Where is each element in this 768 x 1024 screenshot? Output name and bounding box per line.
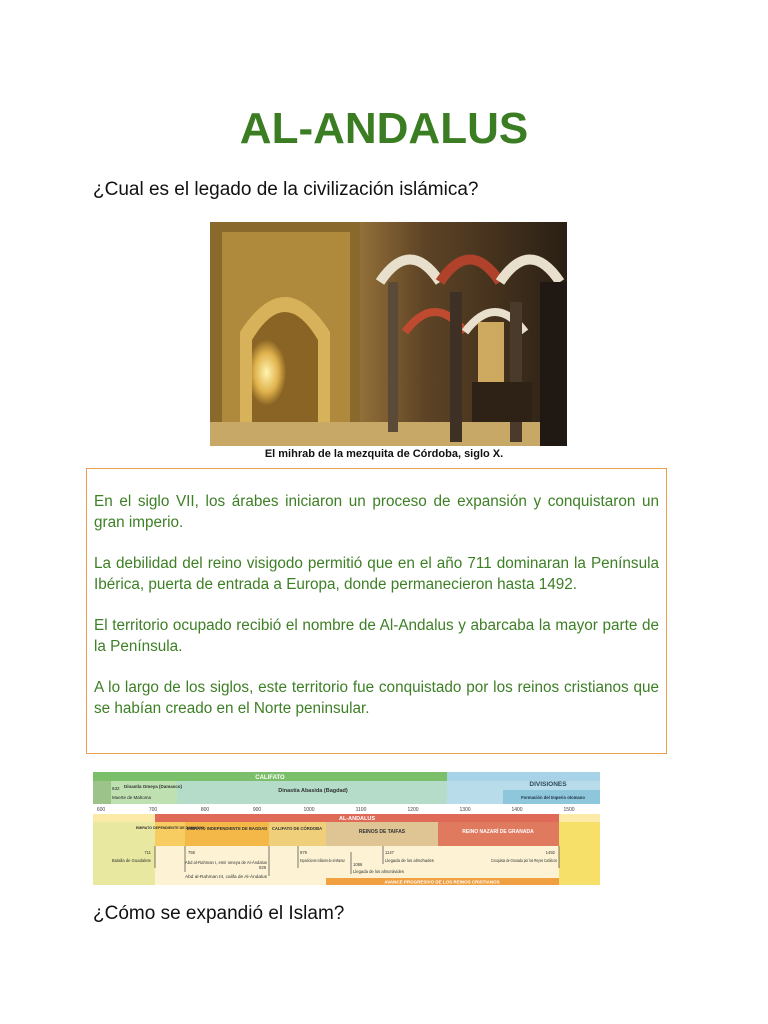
avance-label: AVANCE PROGRESIVO DE LOS REINOS CRISTIANOS (384, 879, 500, 885)
event-1086-label: Llegada de los almorávides (353, 869, 404, 874)
mihrab-photo (210, 222, 567, 446)
event-979-year: 979 (300, 850, 307, 855)
legacy-question: ¿Cual es el legado de la civilización islámica? (93, 179, 479, 200)
event-711-label: Batalla de Guadalete (111, 858, 151, 863)
paragraph-visigodo: La debilidad del reino visigodo permitió que en el año 711 dominaran la Península Ibérica, puerta de entrada a Europa, donde permanecieron hasta 1492. (94, 555, 659, 593)
expansion-question: ¿Cómo se expandió el Islam? (93, 903, 345, 924)
califato-cordoba-label: CALIFATO DE CÓRDOBA (271, 826, 323, 831)
abasida-label: Dinastía Abasida (Bagdad) (278, 788, 348, 794)
year-600: 600 (96, 807, 106, 813)
otomano-label: Formación del Imperio otomano (521, 795, 585, 800)
event-1147-year: 1147 (385, 850, 395, 855)
photo-caption: El mihrab de la mezquita de Córdoba, siglo X. (264, 448, 504, 460)
year-1000: 1000 (303, 807, 315, 813)
event-1147-label: Llegada de los almohades (385, 858, 434, 863)
year-1300: 1300 (459, 807, 471, 813)
taifas-label: REINOS DE TAIFAS (358, 829, 406, 835)
emirato-dependiente-label: EMIRATO DEPENDIENTE DE DAMASCO (135, 826, 205, 830)
paragraph-territorio: El territorio ocupado recibió el nombre de Al-Andalus y abarcaba la mayor parte de la Península. (94, 617, 659, 655)
paragraph-reconquista: A lo largo de los siglos, este territorio fue conquistado por los reinos cristianos que se habían creado en el Norte peninsular. (94, 679, 659, 717)
event-1492-year: 1492 (545, 850, 555, 855)
year-1200: 1200 (407, 807, 419, 813)
year-900: 900 (252, 807, 262, 813)
year-1500: 1500 (563, 807, 575, 813)
event-929-year: 929 (259, 865, 266, 870)
intro-text-box (86, 468, 667, 754)
year-700: 700 (148, 807, 158, 813)
omeya-label: Dinastía Omeya (Damasco) (123, 784, 183, 789)
divisiones-label: DIVISIONES (529, 781, 567, 788)
event-711-year: 711 (144, 850, 151, 855)
mahoma-label: Muerte de Mahoma (112, 795, 152, 800)
paragraph-expansion: En el siglo VII, los árabes iniciaron un proceso de expansión y conquistaron un gran imperio. (94, 493, 659, 531)
al-andalus-label: AL-ANDALUS (338, 816, 376, 822)
year-1400: 1400 (511, 807, 523, 813)
event-756-label: Abd al-Rahman I, emir omeya de Al-Ándalus (185, 860, 267, 865)
califato-label: CALIFATO (255, 775, 285, 781)
year-1100: 1100 (355, 807, 367, 813)
event-756-year: 756 (188, 850, 195, 855)
mahoma-year: 632 (112, 786, 120, 791)
event-929-label: Abd al-Rahman III, califa de Al-Ándalus (185, 874, 267, 879)
nazari-label: REINO NAZARÍ DE GRANADA (462, 829, 534, 835)
emirato-independiente-label: EMIRATO INDEPENDIENTE DE BAGDAD (186, 826, 268, 831)
al-andalus-timeline (93, 772, 600, 885)
event-1086-year: 1086 (353, 862, 363, 867)
year-800: 800 (200, 807, 210, 813)
event-1492-label: Conquista de Granada por los Reyes Católicos (491, 858, 557, 863)
page-title: AL-ANDALUS (239, 104, 529, 153)
event-979-label: Expediciones militares de al-Mansur (300, 858, 346, 863)
